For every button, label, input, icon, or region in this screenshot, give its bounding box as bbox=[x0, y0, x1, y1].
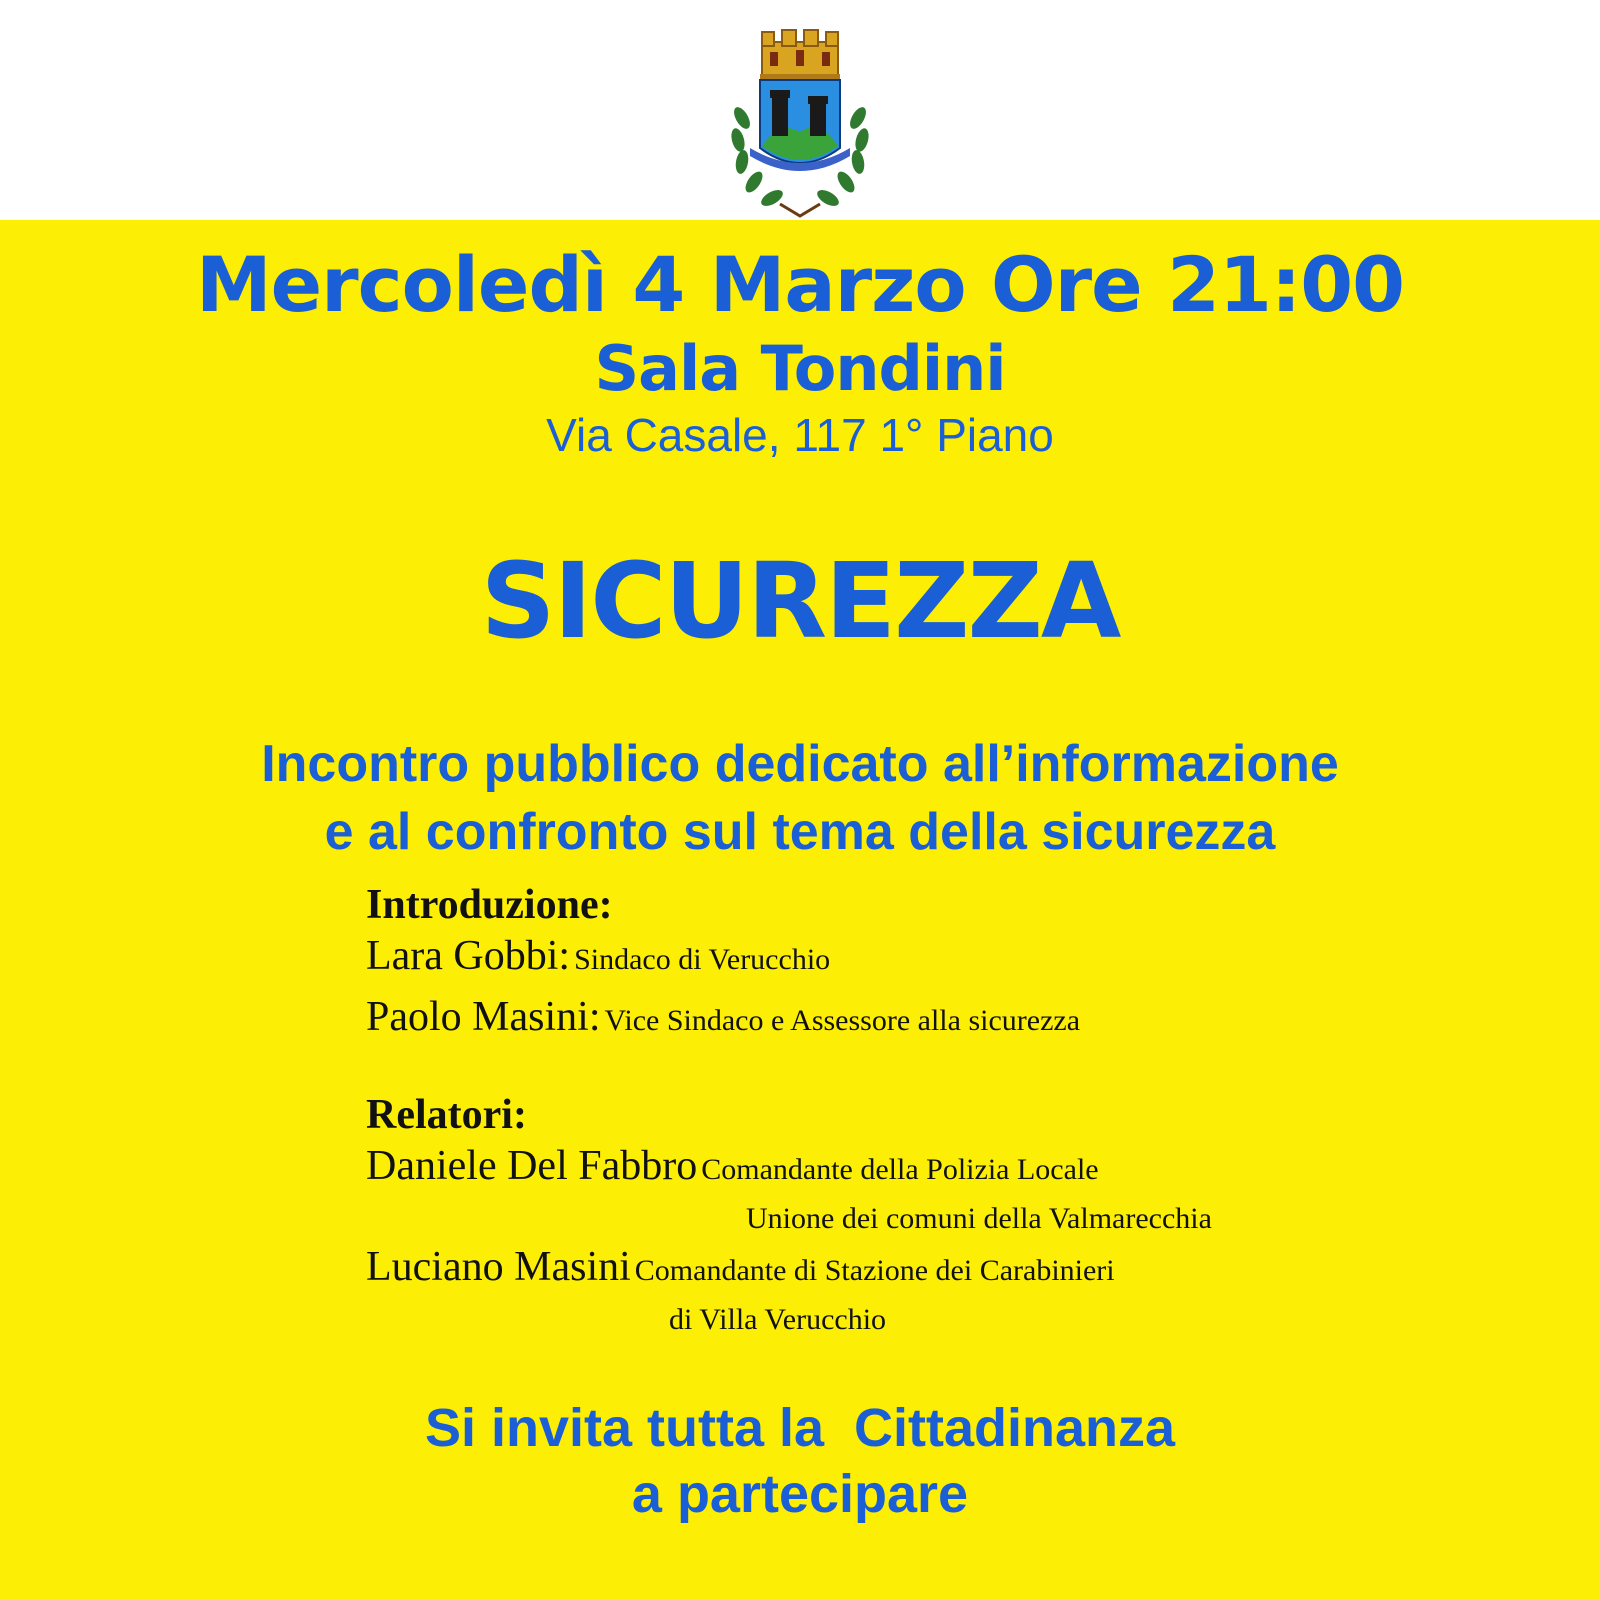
speaker-role-line-2: Unione dei comuni della Valmarecchia bbox=[746, 1202, 1212, 1235]
event-subtitle bbox=[0, 730, 1600, 866]
event-address: Via Casale, 117 1° Piano bbox=[546, 409, 1054, 461]
invite-line-2: a partecipare bbox=[631, 1464, 969, 1524]
intro-row bbox=[366, 991, 1366, 1052]
invitation bbox=[0, 1395, 1600, 1527]
speaker-name: Daniele Del Fabbro bbox=[366, 1143, 698, 1189]
intro-name: Paolo Masini: bbox=[366, 994, 601, 1040]
event-topic: SICUREZZA bbox=[480, 540, 1120, 662]
event-date-time: Mercoledì 4 Marzo Ore 21:00 bbox=[195, 240, 1405, 329]
invite-line-1: Si invita tutta la Cittadinanza bbox=[424, 1398, 1176, 1458]
subtitle-line-1: Incontro pubblico dedicato all’informazione bbox=[261, 735, 1339, 793]
speaker-row bbox=[366, 1140, 1366, 1201]
header-area bbox=[0, 0, 1600, 220]
speaker-row bbox=[366, 1241, 1366, 1302]
event-venue: Sala Tondini bbox=[594, 332, 1006, 405]
program-section bbox=[366, 880, 1366, 1338]
intro-title: Introduzione: bbox=[366, 882, 613, 928]
municipal-coat-of-arms-icon bbox=[720, 28, 880, 218]
intro-row bbox=[366, 930, 1366, 991]
speaker-name: Luciano Masini bbox=[366, 1244, 631, 1290]
speaker-role-line-1: Comandante della Polizia Locale bbox=[701, 1153, 1099, 1186]
speakers-title: Relatori: bbox=[366, 1092, 527, 1138]
intro-role: Sindaco di Verucchio bbox=[574, 943, 831, 976]
speaker-role-line-2: di Villa Verucchio bbox=[669, 1303, 887, 1336]
subtitle-line-2: e al confronto sul tema della sicurezza bbox=[324, 803, 1276, 861]
intro-name: Lara Gobbi: bbox=[366, 933, 571, 979]
intro-role: Vice Sindaco e Assessore alla sicurezza bbox=[604, 1004, 1081, 1037]
speaker-role-line-1: Comandante di Stazione dei Carabinieri bbox=[634, 1254, 1115, 1287]
